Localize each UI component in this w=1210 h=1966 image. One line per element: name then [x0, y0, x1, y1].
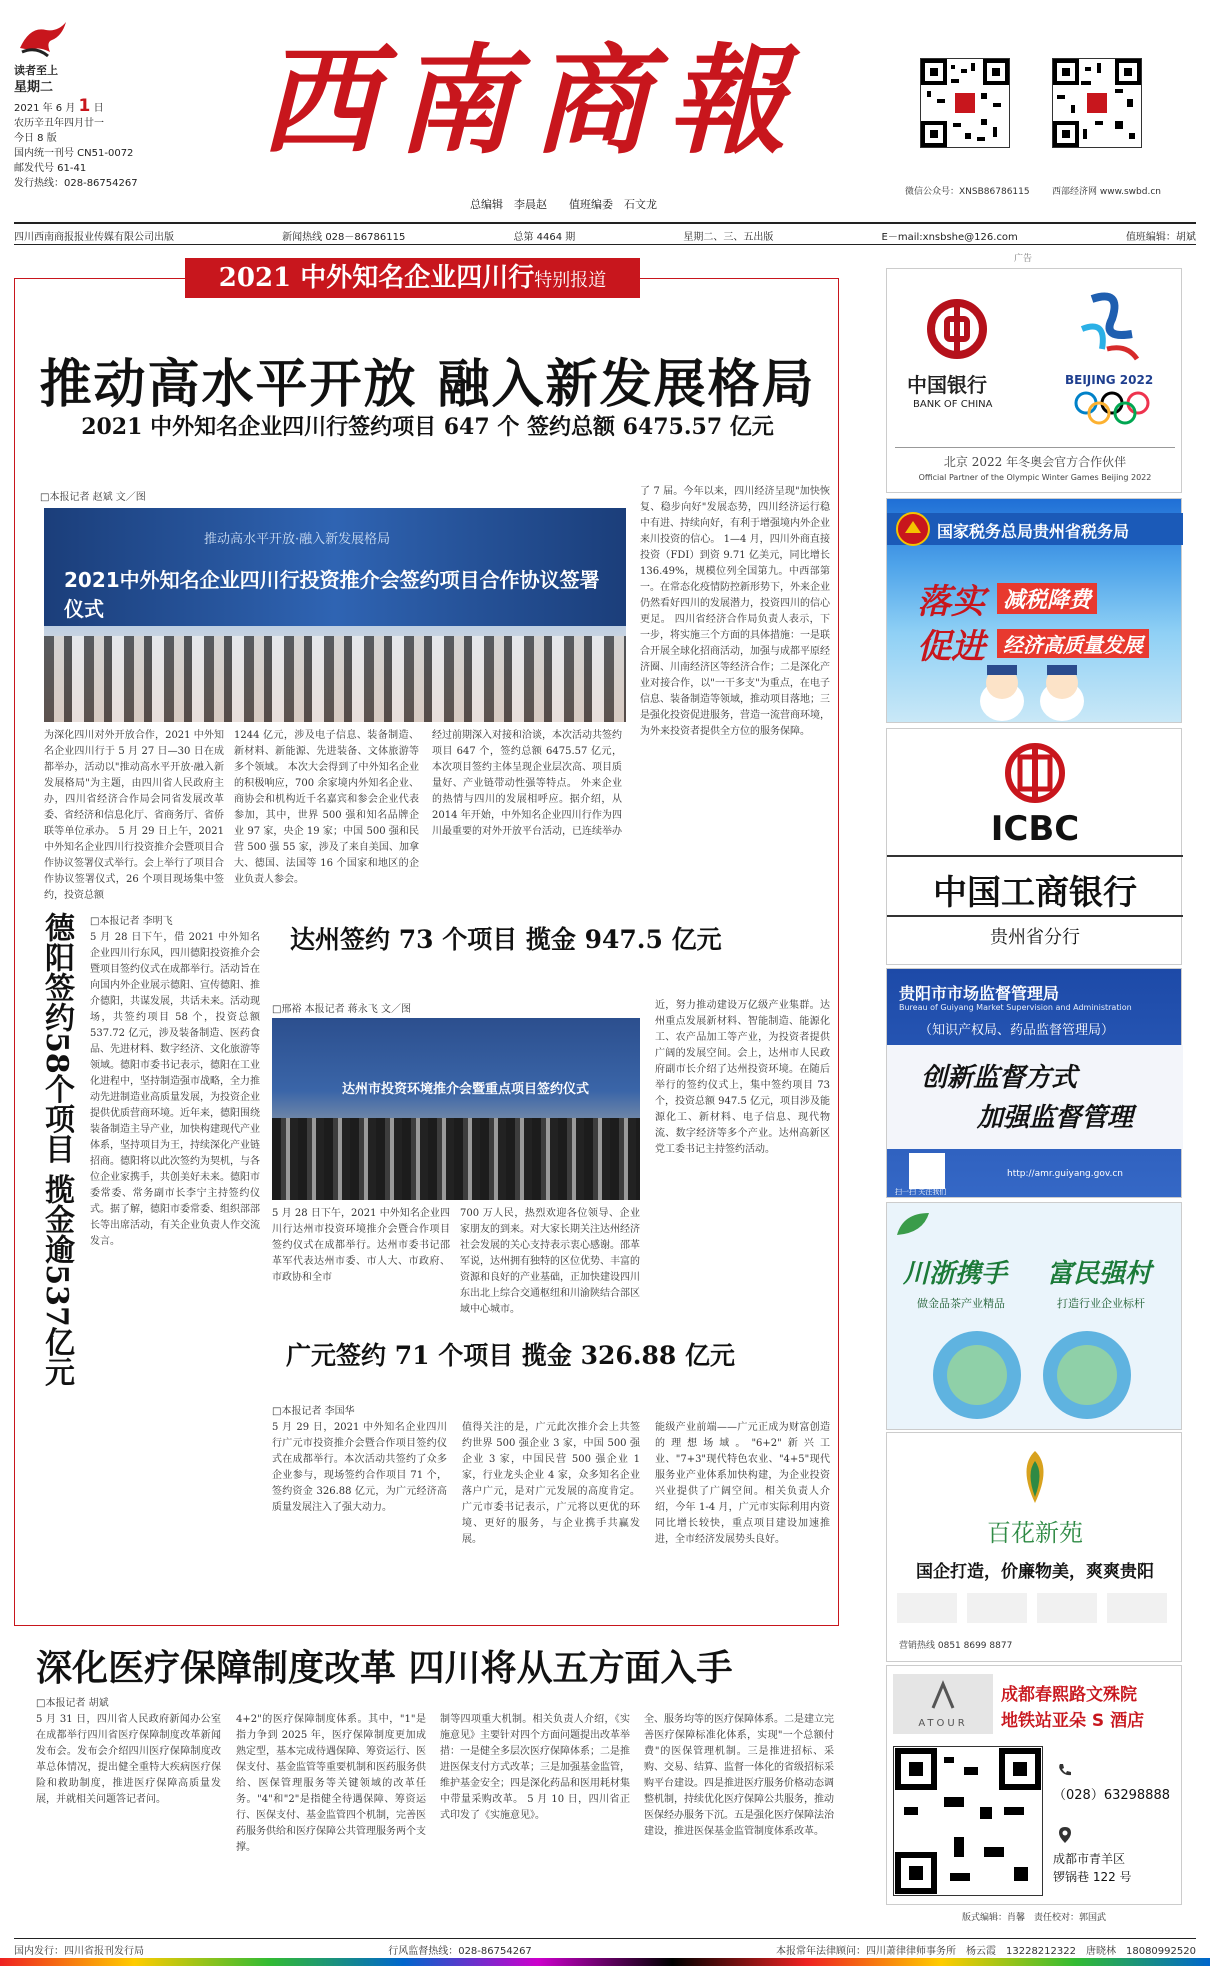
boc-name-en: BANK OF CHINA: [913, 399, 993, 410]
date-info: [14, 80, 194, 191]
publish-days: 星期二、三、五出版: [683, 232, 774, 243]
deyang-body: 5 月 28 日下午，借 2021 中外知名企业四川行东风，四川德阳投资推介会暨项目签约仪式在成都举行。活动旨在向国内外企业展示德阳、宣传德阳、推介德阳，共谋发展，共话未来。活动现场，共签约项目 58 个，投资总额 537.72 亿元，涉及装备制造、医药食品、先进材料、数字经济、文化旅游等领域。德阳市委书记表示，德阳在工业化进程中，坚持制造强市战略，全力推动先进制造业高质量发展，为投资企业提供优质营商环境。近年来，德阳围绕装备制造主导产业，加快构建现代产业体系，坚持项目为王，持续深化产业链招商。德阳将以此次签约为契机，与各位企业家携手，共创美好未来。德阳市委常委、常务副市长李宁主持签约仪式。据了解，德阳市委常委、组织部部长等出席活动，有关企业负责人作交流发言。: [90, 932, 260, 1247]
atour-address-1: 成都市青羊区: [1053, 1852, 1126, 1866]
tax-slogan-1b: 减税降费: [997, 583, 1097, 614]
medical-col-2: 4+2"的医疗保障制度体系。其中，"1"是指力争到 2025 年，医疗保障制度更加成熟定型，基本完成待遇保障、筹资运行、医保支付、基金监管等重要机制和医药服务供给、医保管理服务等关键领域的改革任务。"4"和"2"是指健全待遇保障、筹资运行、医保支付、基金监管四个机制，完善医药服务供给和医疗保障公共管理服务两个支撑。: [236, 1714, 426, 1853]
tax-slogan-1a: 落实: [917, 582, 985, 622]
qr-pattern-icon: [1053, 59, 1141, 147]
beijing-2022-emblem-icon: [1052, 289, 1162, 369]
baihua-name: 百花新苑: [987, 1519, 1083, 1547]
boc-logo-icon: [927, 299, 987, 359]
guangyuan-col-3: 能级产业前端——广元正成为财富创造的理想场域。"6+2"新兴工业、"7+3"现代特色农业、"4+5"现代服务业产业体系加快构建，为企业投资兴业提供了广阔空间。相关负责人介绍，今年 1-4 月，广元市实际利用内资同比增长较快，重点项目建设加速推进，全市经济发展势头良好。: [655, 1422, 830, 1545]
market-subtitle: （知识产权局、药品监督管理局）: [919, 1023, 1115, 1038]
lead-headline: 推动高水平开放 融入新发展格局: [39, 355, 816, 415]
lead-subhead: 2021 中外知名企业四川行签约项目 647 个 签约总额 6475.57 亿元: [81, 414, 774, 440]
tax-mascot-icon: [957, 661, 1107, 721]
cn-number: 国内统一刊号 CN51-0072: [14, 148, 134, 159]
info-bar: [14, 228, 1196, 244]
lead-col-1: 为深化四川对外开放合作，2021 中外知名企业四川行于 5 月 27 日—30 日在成都举办，活动以"推动高水平开放·融入新发展格局"为主题，由四川省人民政府主办，四川省经济合作局会同省发展改革委、省经济和信息化厅、省商务厅、省侨联等单位承办。 5 月 29 日上午，2021 中外知名企业四川行投资推介会暨项目合作协议签署仪式举行。会上举行了项目合作协议签署仪式，26 个项目现场集中签约，投资总额: [44, 730, 224, 901]
market-qr-label: 扫一扫 关注我们: [895, 1188, 947, 1196]
deyang-byline: □本报记者 李明飞: [90, 916, 173, 927]
rural-sub-1: 做金品茶产业精品: [917, 1297, 1005, 1310]
duty-editor: 值班编辑：胡斌: [1125, 232, 1196, 243]
dazhou-col-2: 700 万人民，热烈欢迎各位领导、企业家朋友的到来。对大家长期关注达州经济社会发展的关心支持表示衷心感谢。邵革军说，达州拥有独特的区位优势、丰富的资源和良好的产业基础，正加快建设四川东出北上综合交通枢纽和川渝陕结合部区域中心城市。: [460, 1208, 640, 1315]
photo-top-text: 推动高水平开放·融入新发展格局: [204, 532, 391, 547]
weekday: 星期二: [14, 80, 54, 95]
beijing-2022-text: BEIJING 2022: [1065, 373, 1154, 387]
lead-byline: □本报记者 赵斌 文／图: [40, 492, 146, 503]
deyang-title: 德阳签约58个项目 揽金逾537亿元: [39, 912, 74, 1387]
lead-col-4: 了 7 届。今年以来，四川经济呈现"加快恢复、稳步向好"发展态势，四川经济运行稳中有进、持续向好，有利于增强境内外企业来川投资的信心。 1—4 月，四川外商直接投资（FDI）到资 9.71 亿美元，同比增长 136.49%，规模位列全国第九。中西部第一。在常态化疫情防控新形势下，外来企业仍然看好四川的发展潜力，投资四川的信心更足。 四川省经济合作局负责人表示，下一步，将实施三个方面的具体措施：一是联合开展全球化招商活动，加强与成都平原经济圈、川南经济区等经济合作；二是深化产业对接合作，以"一干多支"为重点，在电子信息、装备制造等领域，推动项目落地；三是强化投资促进服务，营造一流营商环境，为外来投资者提供全方位的服务保障。: [640, 486, 830, 737]
tax-title: 国家税务总局贵州省税务局: [937, 522, 1130, 541]
rural-slogan-2: 富民强村: [1047, 1259, 1152, 1289]
wechat-qr-code[interactable]: [920, 58, 1010, 148]
market-supervision-ad[interactable]: [886, 968, 1182, 1198]
atour-qr-code[interactable]: [893, 1746, 1043, 1896]
layout-editor-sign: 版式编辑：肖馨 责任校对：郭国武: [961, 1913, 1106, 1923]
leaf-logo-icon: [893, 1209, 933, 1239]
atour-logo-box: [893, 1674, 993, 1734]
boc-ad[interactable]: [886, 268, 1182, 493]
icbc-ad[interactable]: [886, 728, 1182, 965]
atour-address-2: 锣锅巷 122 号: [1053, 1870, 1132, 1884]
dazhou-col-1: 5 月 28 日下午，2021 中外知名企业四川行达州市投资环境推介会暨合作项目签约仪式在成都举行。达州市委书记邵革军代表达州市委、市人大、市政府、市政协和全市: [272, 1208, 450, 1283]
olympic-rings-icon: [1072, 391, 1152, 425]
market-url[interactable]: http://amr.guiyang.gov.cn: [1007, 1169, 1123, 1179]
wechat-caption: 微信公众号：XNSB86786115: [905, 187, 1030, 197]
qr-pattern-icon: [921, 59, 1009, 147]
guangyuan-col-1: 5 月 29 日，2021 中外知名企业四川行广元市投资推介会暨合作项目签约仪式在成都举行。本次活动共签约了众多企业参与，现场签约合作项目 71 个，签约资金 326.88 亿元，为广元经济高质量发展注入了强大动力。: [272, 1422, 447, 1513]
atour-logo-icon: [893, 1674, 993, 1714]
issue-unit: 国内发行：四川省报刊发行局: [14, 1946, 144, 1957]
date-day: 1: [78, 96, 91, 116]
lunar-date: 农历辛丑年四月廿一: [14, 118, 104, 129]
dazhou-photo: [272, 1018, 640, 1200]
news-hotline: 新闻热线 028－86786115: [282, 232, 406, 243]
guangyuan-byline: □本报记者 李国华: [272, 1406, 355, 1417]
print-color-strip: [0, 1958, 1210, 1966]
boc-partner-en: Official Partner of the Olympic Winter Games Beijing 2022: [918, 473, 1152, 482]
bird-logo-icon: [16, 18, 70, 58]
medical-col-1: 5 月 31 日，四川省人民政府新闻办公室在成都举行四川省医疗保障制度改革新闻发布会。发布会介绍四川医疗保障制度改革总体情况，提出健全重特大疾病医疗保险和救助制度，推进医疗保障高质量发展，并就相关问题答记者问。: [36, 1714, 221, 1805]
location-pin-icon: [1057, 1826, 1073, 1844]
photo-title: 2021中外知名企业四川行投资推介会签约项目合作协议签署仪式: [64, 568, 600, 621]
editors-line: 总编辑 李晨赵 值班编委 石文龙: [470, 198, 657, 211]
baihua-hotline: 营销热线 0851 8699 8877: [899, 1641, 1013, 1651]
banner-suffix: 特别报道: [534, 270, 607, 291]
medical-headline: 深化医疗保障制度改革 四川将从五方面入手: [36, 1648, 733, 1689]
post-code: 邮发代号 61-41: [14, 163, 87, 174]
banner-title: 2021 中外知名企业四川行: [218, 263, 535, 293]
date-line: 2021 年 6 月 1 日: [14, 96, 104, 116]
website-qr-code[interactable]: [1052, 58, 1142, 148]
legal-advisor: 本报常年法律顾问：四川萧律律师事务所 杨云霞 13228212322 唐晓林 18080992520: [776, 1946, 1196, 1957]
market-title-en: Bureau of Guiyang Market Supervision and Administration: [899, 1003, 1132, 1012]
website-caption: 西部经济网 www.swbd.cn: [1052, 187, 1161, 197]
market-slogan-1: 创新监督方式: [921, 1063, 1078, 1093]
atour-phone[interactable]: （028）63298888: [1053, 1788, 1170, 1803]
atour-brand: ATOUR: [918, 1718, 968, 1729]
dazhou-photo-caption: 达州市投资环境推介会暨重点项目签约仪式: [342, 1082, 590, 1097]
icbc-logo-text: ICBC: [990, 809, 1080, 849]
publisher: 四川西南商报报业传媒有限公司出版: [14, 232, 174, 243]
page-count: 今日 8 版: [14, 133, 57, 144]
medical-byline: □本报记者 胡斌: [36, 1698, 109, 1709]
market-title: 贵阳市市场监督管理局: [899, 984, 1060, 1003]
slogan: 读者至上: [14, 64, 58, 77]
newspaper-title: 西南商報: [260, 31, 805, 170]
market-slogan-2: 加强监督管理: [977, 1103, 1134, 1133]
top-rule: [14, 222, 1196, 224]
email[interactable]: E－mail:xnsbshe@126.com: [881, 232, 1018, 243]
supervision-hotline: 行风监督热线：028-86754267: [388, 1946, 532, 1957]
tax-slogan-2a: 促进: [917, 627, 985, 667]
baihua-slogan: 国企打造，价廉物美，爽爽贵阳: [916, 1562, 1154, 1582]
dazhou-title: 达州签约 73 个项目 揽金 947.5 亿元: [290, 925, 722, 954]
guangyuan-col-2: 值得关注的是，广元此次推介会上共签约世界 500 强企业 3 家，中国 500 强企业 3 家，中国民营 500 强企业 1 家，行业龙头企业 4 家，众多知名企业落户广元，是对广元发展的高度肯定。广元市委书记表示，广元将以更优的环境、更好的服务，与企业携手共赢发展。: [462, 1422, 640, 1545]
market-qr-code[interactable]: [909, 1153, 945, 1189]
lead-col-2: 1244 亿元，涉及电子信息、装备制造、新材料、新能源、先进装备、文体旅游等多个领域。 本次大会得到了中外知名企业的积极响应，700 余家境内外知名企业、商协会和机构近千名嘉宾和参会企业代表参加，其中，世界 500 强和知名品牌企业 97 家，央企 19 家；中国 500 强和民营 500 强 55 家，涉及了来自美国、加拿大、德国、法国等 16 个国家和地区的企业负责人参会。: [234, 730, 419, 885]
lead-photo: [44, 508, 626, 722]
icbc-name: 中国工商银行: [933, 873, 1137, 913]
medical-col-4: 全、服务均等的医疗保障体系。二是建立完善医疗保障标准化体系，实现"一个总额付费"的医保管理机制。三是推进招标、采购、交易、结算、监督一体化的省级招标采购平台建设。四是推进医疗服务价格动态调整机制，持续优化医疗保障公共服务，推动医保经办服务下沉。五是强化医疗保障法治建设，推进医保基金监管制度体系改革。: [644, 1714, 834, 1837]
atour-name-1: 成都春熙路文殊院: [1001, 1685, 1137, 1705]
page-footer: [14, 1938, 1196, 1956]
dazhou-byline: □邢裕 本报记者 蒋永飞 文／图: [272, 1004, 411, 1015]
info-rule: [14, 244, 1196, 245]
tax-emblem-icon: [895, 511, 931, 547]
rural-revitalization-ad[interactable]: [886, 1202, 1182, 1430]
issue-number: 总第 4464 期: [513, 232, 576, 243]
map-circles-icon: [917, 1315, 1157, 1425]
baihua-residence-ad[interactable]: [886, 1432, 1182, 1662]
lead-col-3: 经过前期深入对接和洽谈，本次活动共签约项目 647 个，签约总额 6475.57 亿元，本次项目签约主体呈现企业层次高、项目质量好、产业链带动性强等特点。 外来企业的热情与四川的发展相呼应。据介绍，从 2014 年开始，中外知名企业四川行作为四川最重要的对外开放平台活动，已连续举办: [432, 730, 622, 837]
icbc-branch: 贵州省分行: [990, 927, 1080, 948]
boc-partner: 北京 2022 年冬奥会官方合作伙伴: [943, 455, 1127, 469]
guangyuan-title: 广元签约 71 个项目 揽金 326.88 亿元: [286, 1341, 735, 1370]
tax-slogan-2b: 经济高质量发展: [997, 629, 1149, 658]
rural-sub-2: 打造行业企业标杆: [1057, 1297, 1145, 1310]
tax-bureau-ad[interactable]: [886, 498, 1182, 723]
phone-icon: [1057, 1762, 1073, 1778]
atour-name-2: 地铁站亚朵 S 酒店: [1001, 1711, 1145, 1731]
ad-label: 广告: [1014, 254, 1033, 264]
icbc-logo-icon: [985, 743, 1085, 803]
special-report-banner: [185, 258, 640, 298]
baihua-logo-icon: [1012, 1447, 1058, 1507]
rural-slogan-1: 川浙携手: [903, 1259, 1008, 1289]
hotline: 发行热线：028-86754267: [14, 178, 138, 189]
boc-name: 中国银行: [907, 373, 987, 397]
dazhou-col-3: 近，努力推动建设万亿级产业集群。达州重点发展新材料、智能制造、能源化工、农产品加工等产业，为投资者提供广阔的发展空间。会上，达州市人民政府副市长介绍了达州投资环境。在随后举行的签约仪式上，集中签约项目 73 个，投资总额 947.5 亿元，项目涉及能源化工、新材料、电子信息、现代物流、数字经济等多个产业。达州高新区党工委书记主持签约活动。: [655, 1000, 830, 1155]
qr-pattern-icon: [894, 1747, 1042, 1895]
atour-hotel-ad[interactable]: [886, 1665, 1182, 1905]
medical-col-3: 制等四项重大机制。相关负责人介绍，《实施意见》主要针对四个方面问题提出改革举措：一是健全多层次医疗保障体系；二是推进医保支付方式改革；三是加强基金监管，维护基金安全；四是深化药品和医用耗材集中带量采购改革。 5 月 10 日，四川省正式印发了《实施意见》。: [440, 1714, 630, 1821]
